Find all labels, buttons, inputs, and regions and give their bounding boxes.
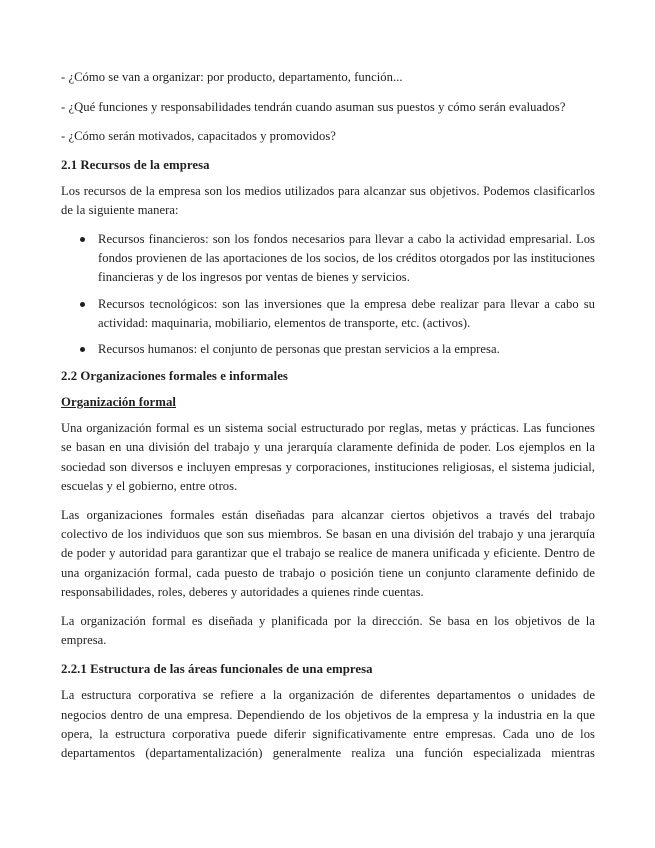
- heading-2-2-1: 2.2.1 Estructura de las áreas funcionales de una empresa: [61, 662, 373, 677]
- question-motivation: - ¿Cómo serán motivados, capacitados y promovidos?: [61, 129, 336, 144]
- formal-org-paragraph-3: La organización formal es diseñada y planificada por la dirección. Se basa en los objetivos de la empresa.: [61, 614, 595, 648]
- list-item-text: Recursos tecnológicos: son las inversiones que la empresa debe realizar para llevar a cabo su actividad: maquinaria, mobiliario, elementos de transporte, etc. (activos).: [98, 296, 595, 330]
- bullet-icon: [80, 302, 85, 307]
- heading-2-2: 2.2 Organizaciones formales e informales: [61, 369, 288, 384]
- document-page: [61, 68, 595, 763]
- question-responsibilities: - ¿Qué funciones y responsabilidades tendrán cuando asuman sus puestos y cómo serán evaluados?: [61, 99, 566, 114]
- resources-list: [61, 230, 595, 359]
- question-organization: - ¿Cómo se van a organizar: por producto, departamento, función...: [61, 70, 403, 84]
- resources-intro: Los recursos de la empresa son los medios utilizados para alcanzar sus objetivos. Podemos clasificarlos de la siguiente manera:: [61, 183, 595, 217]
- list-item-text: Recursos financieros: son los fondos necesarios para llevar a cabo la actividad empresarial. Los fondos provienen de las aportaciones de los socios, de los créditos otorgados por las instituciones financieras y de los ingresos por ventas de bienes y servicios.: [98, 232, 595, 285]
- list-item: [61, 340, 595, 359]
- formal-org-paragraph-1: Una organización formal es un sistema social estructurado por reglas, metas y prácticas. Las funciones se basan en una división del trabajo y una jerarquía claramente definida de poder. Los ejemplos en la sociedad son diversos e incluyen empresas y corporaciones, instituciones religiosas, el sistema judicial, escuelas y el gobierno, entre otros.: [61, 421, 595, 493]
- list-item: [61, 295, 595, 333]
- bullet-icon: [80, 237, 85, 242]
- structure-paragraph: La estructura corporativa se refiere a la organización de diferentes departamentos o unidades de negocios dentro de una empresa. Dependiendo de los objetivos de la empresa y la industria en la que opera, la estructura corporativa puede diferir significativamente entre empresas. Cada uno de los departamentos (departamentalización) generalmente realiza una función especializada mientras: [61, 688, 595, 761]
- bullet-icon: [80, 347, 85, 352]
- formal-org-paragraph-2: Las organizaciones formales están diseñadas para alcanzar ciertos objetivos a través del trabajo colectivo de los individuos que son sus miembros. Se basan en una división del trabajo y una jerarquía de poder y autoridad para garantizar que el trabajo se realice de manera unificada y eficiente. Dentro de una organización formal, cada puesto de trabajo o posición tiene un conjunto claramente definido de responsabilidades, roles, deberes y autoridades a quienes rinde cuentas.: [61, 508, 595, 599]
- list-item: [61, 230, 595, 288]
- subheading-formal-organization: Organización formal: [61, 395, 177, 410]
- list-item-text: Recursos humanos: el conjunto de personas que prestan servicios a la empresa.: [98, 342, 500, 357]
- heading-2-1: 2.1 Recursos de la empresa: [61, 157, 210, 172]
